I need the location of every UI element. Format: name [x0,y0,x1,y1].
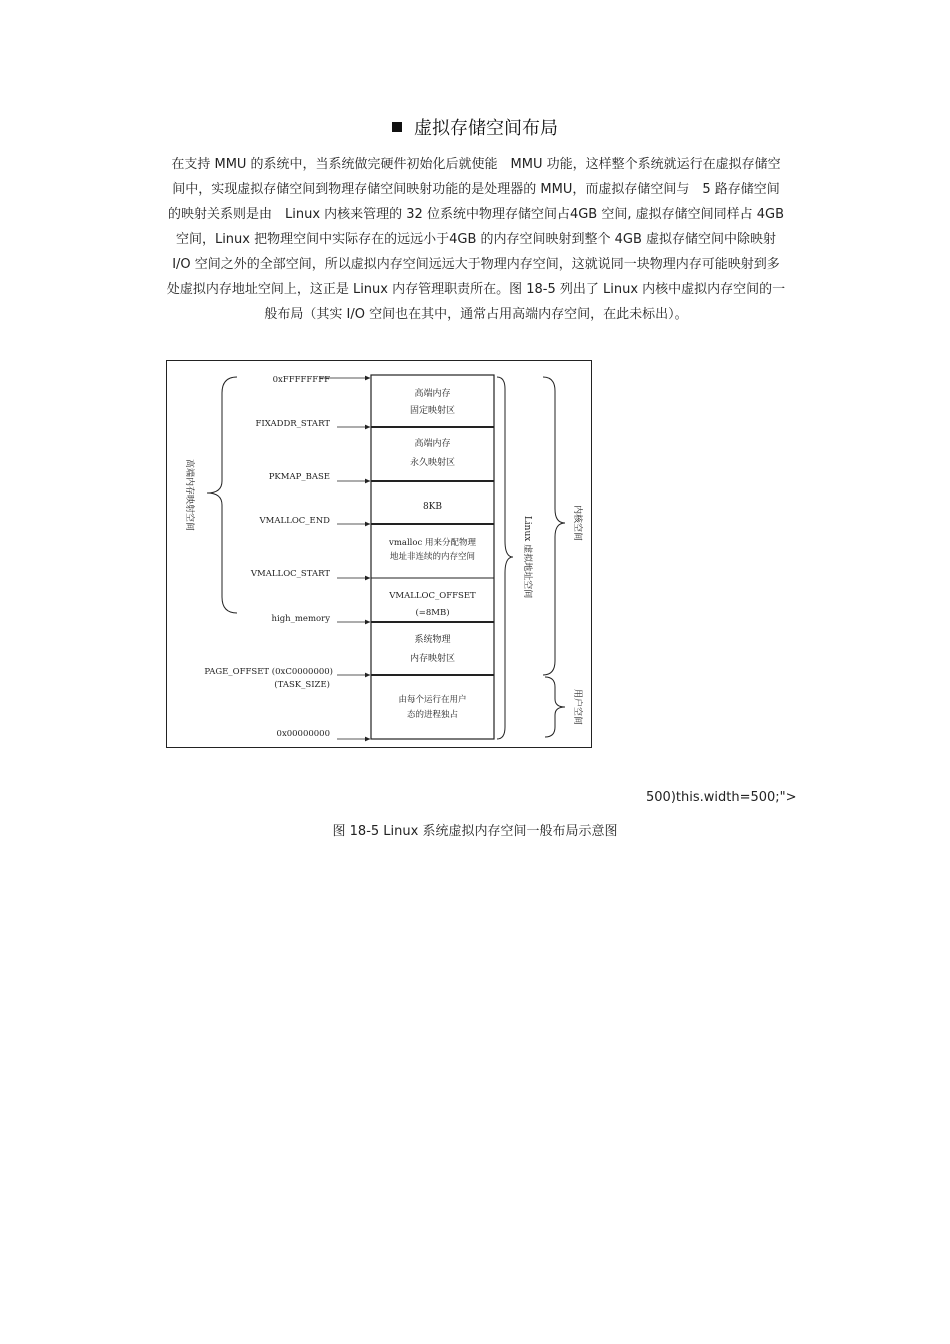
section-title: 虚拟存储空间布局 [414,118,558,139]
address-label: VMALLOC_END [259,516,330,526]
region-text: 系统物理 [414,635,451,645]
paragraph-line: 般布局（其实 I/O 空间也在其中，通常占用高端内存空间，在此未标出）。 [264,307,688,322]
address-label: PAGE_OFFSET (0xC0000000) [204,667,333,677]
user-space-brace-icon [545,677,565,737]
address-label: VMALLOC_START [250,569,330,579]
region-text: vmalloc 用来分配物理 [389,538,476,548]
region-text: 由每个运行在用户 [398,695,467,705]
region-text: 内存映射区 [409,654,456,664]
paragraph-line: 空间，Linux 把物理空间中实际存在的远远小于4GB 的内存空间映射到整个 4GB 虚拟存储空间中除映射 [175,232,777,247]
region-text: 永久映射区 [409,458,456,468]
address-label: high_memory [271,614,330,624]
address-label: 0xFFFFFFFF [272,375,330,385]
region-text: 地址非连续的内存空间 [389,552,476,562]
left-brace-label: 高端内存映射空间 [184,458,194,532]
region-text: (=8MB) [415,608,450,618]
left-brace-icon [207,377,237,613]
kernel-space-label: 内核空间 [572,504,582,542]
square-bullet-icon [392,122,402,132]
address-label: 0x00000000 [276,729,330,739]
paragraph-line: 在支持 MMU 的系统中，当系统做完硬件初始化后就使能 MMU 功能，这样整个系统就运行在虚拟存储空 [171,157,781,172]
linux-space-label: Linux 虚拟地址空间 [522,515,532,599]
user-space-label: 用户空间 [572,688,582,726]
address-label: PKMAP_BASE [268,472,330,482]
region-text: 高端内存 [414,439,451,449]
paragraph-line: 间中，实现虚拟存储空间到物理存储空间映射功能的是处理器的 MMU，而虚拟存储空间与 5 路存储空间 [172,182,780,197]
paragraph-line: 的映射关系则是由 Linux 内核来管理的 32 位系统中物理存储空间占4GB 空间, 虚拟存储空间同样占 4GB [167,207,785,222]
section-heading [0,114,950,140]
paragraph-line: 处虚拟内存地址空间上，这正是 Linux 内存管理职责所在。图 18-5 列出了 Linux 内核中虚拟内存空间的一 [166,282,786,297]
paragraph-line: I/O 空间之外的全部空间，所以虚拟内存空间远远大于物理内存空间，这就说同一块物理内存可能映射到多 [172,257,780,272]
memory-layout-figure [166,360,592,748]
region-text: 固定映射区 [409,406,456,416]
kernel-space-brace-icon [543,377,565,675]
region-text: 态的进程独占 [406,710,459,720]
memory-layout-diagram [167,361,593,749]
address-label: (TASK_SIZE) [274,680,330,690]
region-text: VMALLOC_OFFSET [389,591,476,601]
body-paragraph [142,152,810,327]
figure-caption: 图 18-5 Linux 系统虚拟内存空间一般布局示意图 [332,824,618,839]
address-label: FIXADDR_START [255,419,330,429]
region-text: 8KB [422,502,443,512]
linux-space-brace-icon [497,377,513,739]
stray-code-text: 500)this.width=500;"> [646,790,797,805]
region-text: 高端内存 [414,389,451,399]
